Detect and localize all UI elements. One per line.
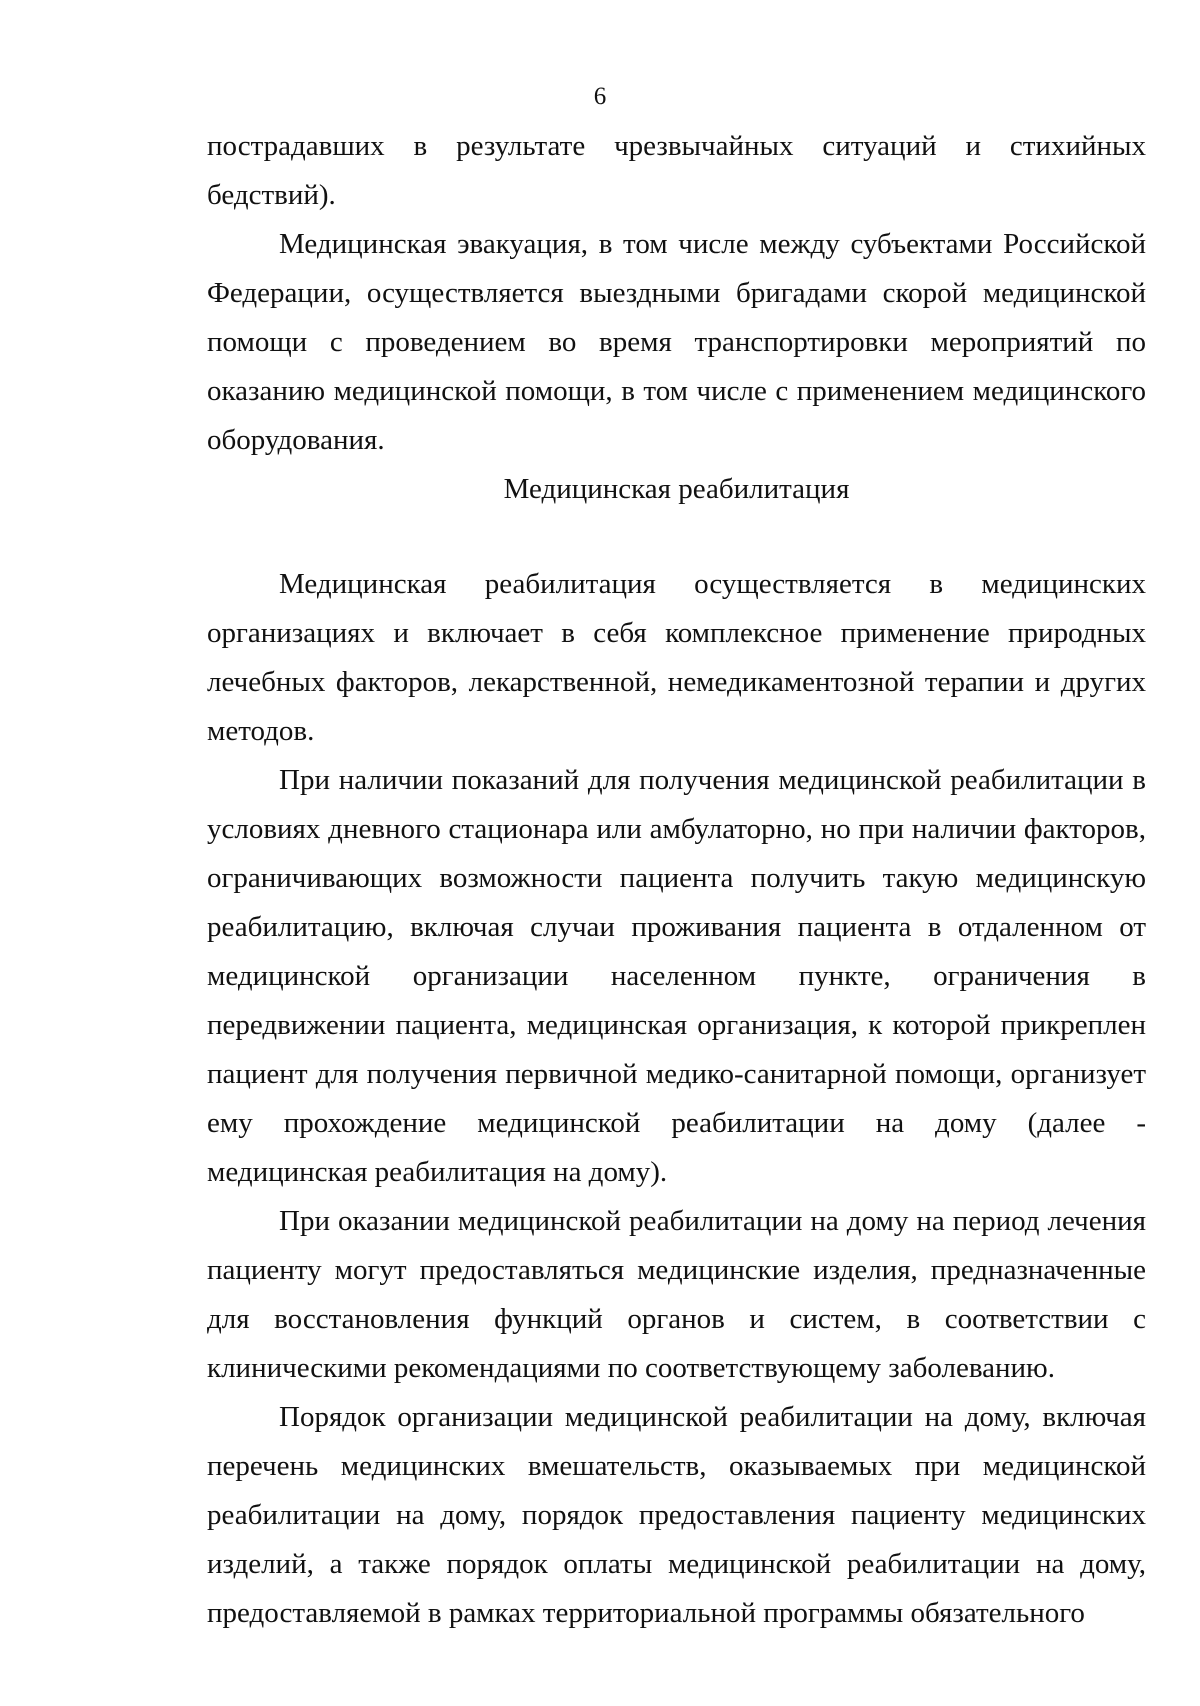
paragraph-home-rehabilitation: При наличии показаний для получения медицинской реабилитации в условиях дневного стационара или амбулаторно, но при наличии факторов, ограничивающих возможности пациента получить такую медицинскую реабилитацию, включая случаи проживания пациента в отдаленном от медицинской организации населенном пункте, ограничения в передвижении пациента, медицинская организация, к которой прикреплен пациент для получения первичной медико-санитарной помощи, организует ему прохождение медицинской реабилитации на дому (далее - медицинская реабилитация на дому). xyxy=(207,764,1146,1188)
section-heading: Медицинская реабилитация xyxy=(503,473,850,505)
page-number: 6 xyxy=(593,83,607,110)
paragraph-rehabilitation-definition: Медицинская реабилитация осуществляется в медицинских организациях и включает в себя комплексное применение природных лечебных факторов, лекарственной, немедикаментозной терапии и других методов. xyxy=(207,568,1146,747)
paragraph-medical-evacuation: Медицинская эвакуация, в том числе между субъектами Российской Федерации, осуществляется выездными бригадами скорой медицинской помощи с проведением во время транспортировки мероприятий по оказанию медицинской помощи, в том числе с применением медицинского оборудования. xyxy=(207,228,1146,456)
document-body xyxy=(207,122,1146,1638)
paragraph-procedure: Порядок организации медицинской реабилитации на дому, включая перечень медицинских вмешательств, оказываемых при медицинской реабилитации на дому, порядок предоставления пациенту медицинских изделий, а также порядок оплаты медицинской реабилитации на дому, предоставляемой в рамках территориальной программы обязательного xyxy=(207,1401,1146,1629)
paragraph-continuation: пострадавших в результате чрезвычайных ситуаций и стихийных бедствий). xyxy=(207,130,1146,211)
paragraph-medical-devices: При оказании медицинской реабилитации на дому на период лечения пациенту могут предоставляться медицинские изделия, предназначенные для восстановления функций органов и систем, в соответствии с клиническими рекомендациями по соответствующему заболеванию. xyxy=(207,1205,1146,1384)
